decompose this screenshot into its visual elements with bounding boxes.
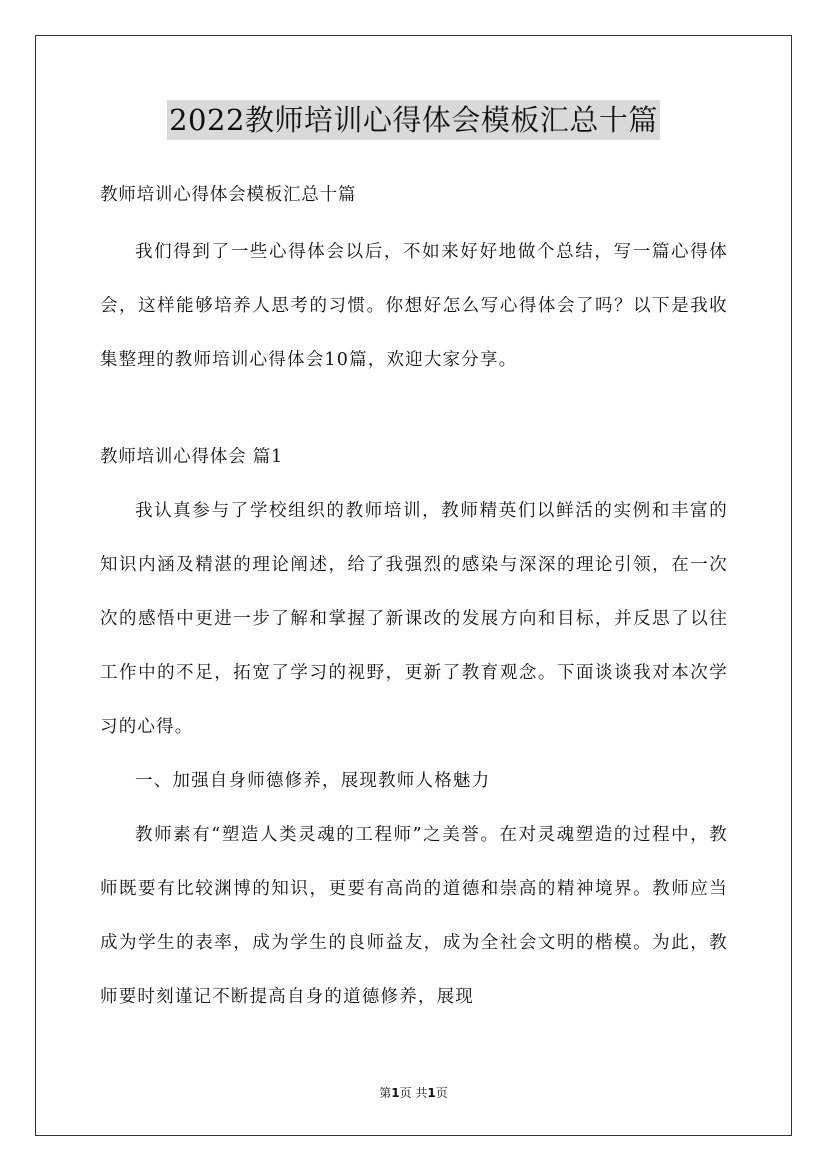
- footer-page-total: 1: [427, 1086, 436, 1100]
- footer-prefix: 第: [379, 1086, 392, 1100]
- page-footer: [0, 1084, 827, 1101]
- section-paragraph-1: 我认真参与了学校组织的教师培训，教师精英们以鲜活的实例和丰富的知识内涵及精湛的理论阐述，给了我强烈的感染与深深的理论引领，在一次次的感悟中更进一步了解和掌握了新课改的发展方向和目标，并反思了以往工作中的不足，拓宽了学习的视野，更新了教育观念。下面谈谈我对本次学习的心得。: [100, 501, 728, 737]
- section-point-1: 一、加强自身师德修养，展现教师人格魅力: [135, 771, 491, 791]
- title-wrap: [0, 100, 827, 140]
- section-heading: 教师培训心得体会 篇1: [100, 447, 283, 467]
- document-body: [100, 178, 728, 1024]
- document-subtitle: 教师培训心得体会模板汇总十篇: [100, 185, 357, 205]
- intro-paragraph: 我们得到了一些心得体会以后，不如来好好地做个总结，写一篇心得体会，这样能够培养人思考的习惯。你想好怎么写心得体会了吗？以下是我收集整理的教师培训心得体会10篇，欢迎大家分享。: [100, 242, 728, 370]
- document-title: 2022教师培训心得体会模板汇总十篇: [167, 100, 660, 140]
- footer-mid: 页 共: [399, 1086, 428, 1100]
- section-paragraph-2: 教师素有“塑造人类灵魂的工程师”之美誉。在对灵魂塑造的过程中，教师既要有比较渊博的知识，更要有高尚的道德和崇高的精神境界。教师应当成为学生的表率，成为学生的良师益友，成为全社会文明的楷模。为此，教师要时刻谨记不断提高自身的道德修养，展现: [100, 825, 728, 1007]
- footer-page-current: 1: [391, 1086, 400, 1100]
- footer-suffix: 页: [435, 1086, 448, 1100]
